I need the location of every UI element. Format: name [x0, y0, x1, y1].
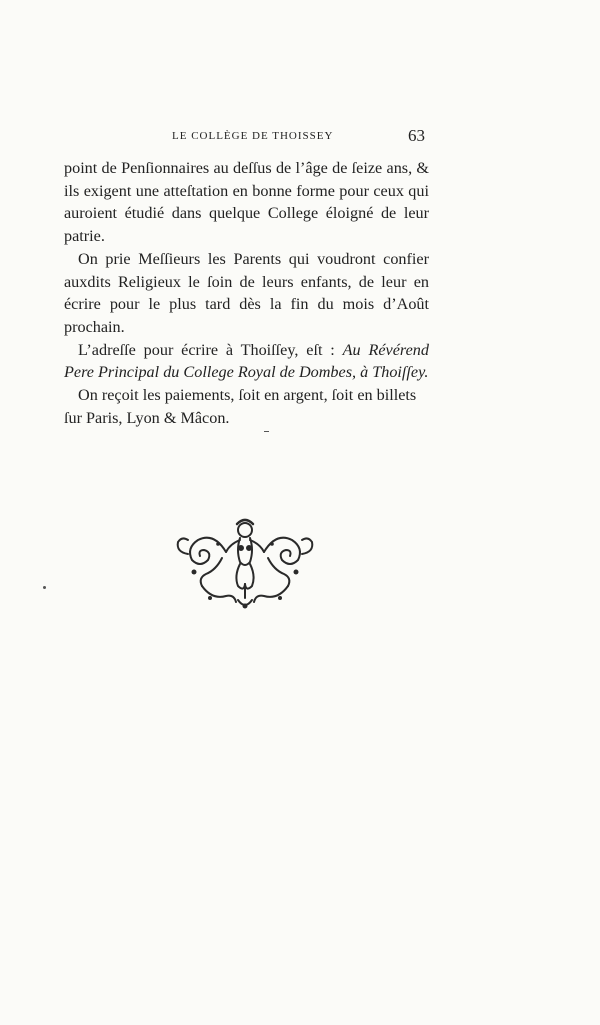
address-lead: L’adreſſe pour écrire à Thoiſſey, eſt :	[78, 340, 343, 359]
paragraph-parents-request: On prie Meſſieurs les Parents qui voudront confier auxdits Religieux le ſoin de leurs enfants, de leur en écrire pour le plus tard dès la fin du mois d’Août prochain.	[64, 249, 429, 336]
page-number: 63	[408, 126, 425, 145]
address-recipient: Au Révérend Pere Principal du College Royal de Dombes, à Thoiſſey.	[64, 340, 429, 382]
body-text	[64, 157, 429, 429]
running-title: LE COLLÈGE DE THOISSEY	[172, 130, 334, 142]
running-head	[64, 126, 429, 146]
paragraph-continuation: point de Penſionnaires au deſſus de l’âge de ſeize ans, & ils exigent une atteſtation en bonne forme pour ceux qui auroient étudié dans quelque College éloigné de leur patrie.	[64, 159, 429, 246]
paper-speck	[264, 431, 269, 432]
tailpiece-ornament-icon	[174, 514, 316, 612]
paragraph-address	[64, 339, 429, 384]
paragraph-payments: On reçoit les paiements, ſoit en argent, ſoit en billets ſur Paris, Lyon & Mâcon.	[64, 386, 417, 427]
paper-speck	[43, 586, 46, 589]
